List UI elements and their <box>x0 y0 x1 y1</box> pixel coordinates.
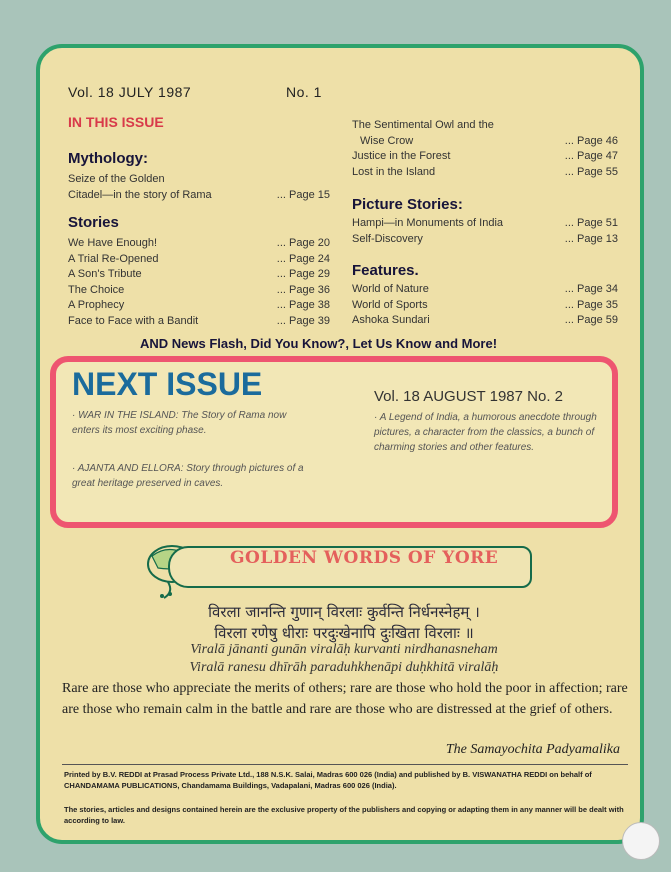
item-title: A Son's Tribute <box>68 268 142 280</box>
volume-date: Vol. 18 JULY 1987 <box>68 84 192 100</box>
item-page: ... Page 24 <box>276 252 330 265</box>
features-heading: Features. <box>352 262 419 279</box>
copyright-notice: The stories, articles and designs contained herein are the exclusive property of the publishers and copying or adapting them in any manner will be dealt with according to law. <box>64 805 624 825</box>
list-item <box>68 267 330 283</box>
stories-list-continued <box>352 118 618 180</box>
item-page: ... Page 59 <box>564 314 618 326</box>
item-page: ... Page 15 <box>276 188 330 201</box>
item-page: ... Page 35 <box>564 298 618 311</box>
item-title: Hampi—in Monuments of India <box>352 217 504 229</box>
next-issue-title: NEXT ISSUE <box>72 366 263 402</box>
item-title: Self-Discovery <box>352 232 423 245</box>
item-page: ... Page 47 <box>564 150 618 162</box>
item-title: Justice in the Forest <box>352 150 451 162</box>
sanskrit-verse-line-1: विरला जानन्ति गुणान् विरलाः कुर्वन्ति निर्धनस्नेहम् । <box>208 603 480 621</box>
list-item <box>352 216 618 232</box>
publisher-logo <box>622 822 660 860</box>
golden-words-scroll <box>138 538 538 600</box>
list-item <box>68 252 330 268</box>
list-item <box>352 313 618 329</box>
english-translation: Rare are those who appreciate the merits of others; rare are those who hold the poor in affection; rare are those who remain calm in the battle and rare are those who are distressed at the grief of others. <box>62 681 628 717</box>
item-page: ... Page 29 <box>276 268 330 280</box>
stories-list <box>68 236 330 329</box>
item-page: ... Page 55 <box>564 165 618 178</box>
issue-number: No. 1 <box>286 84 322 100</box>
item-page: ... Page 46 <box>564 134 618 147</box>
list-item <box>352 232 618 248</box>
stories-heading: Stories <box>68 214 119 231</box>
item-title: World of Nature <box>352 283 429 295</box>
item-page: ... Page 13 <box>564 232 618 245</box>
list-item <box>68 298 330 314</box>
item-page: ... Page 51 <box>564 217 618 229</box>
list-item <box>352 298 618 314</box>
in-this-issue-heading: IN THIS ISSUE <box>68 114 164 130</box>
list-item <box>68 236 330 252</box>
item-title: A Trial Re-Opened <box>68 252 159 265</box>
features-list <box>352 282 618 329</box>
next-issue-item: · A Legend of India, a humorous anecdote through pictures, a character from the classics, a bunch of charming stories and other features. <box>374 412 597 453</box>
list-item <box>68 172 330 188</box>
list-item <box>68 314 330 330</box>
list-item <box>352 149 618 165</box>
item-title: A Prophecy <box>68 299 125 311</box>
mythology-list <box>68 172 330 203</box>
next-issue-item: · AJANTA AND ELLORA: Story through pictures of a great heritage preserved in caves. <box>72 463 304 489</box>
item-title: Ashoka Sundari <box>352 314 430 326</box>
sanskrit-verse-line-2: विरला रणेषु धीराः परदुःखेनापि दुःखिता विरलाः ॥ <box>214 624 474 642</box>
item-title: Wise Crow <box>360 134 414 147</box>
list-item <box>68 283 330 299</box>
next-issue-item: · WAR IN THE ISLAND: The Story of Rama now enters its most exciting phase. <box>72 410 287 436</box>
item-page: ... Page 38 <box>276 299 330 311</box>
list-item <box>352 165 618 181</box>
picture-stories-list <box>352 216 618 247</box>
imprint-line: Printed by B.V. REDDI at Prasad Process Private Ltd., 188 N.S.K. Salai, Madras 600 026 (India) and published by B. VISWANATHA REDDI on behalf of CHANDAMAMA PUBLICATIONS, Chandamama Buildings, Vadapalani, Madras 600 026 (India). <box>64 770 592 790</box>
list-item <box>68 188 330 204</box>
divider <box>62 764 628 765</box>
item-page: ... Page 34 <box>564 283 618 295</box>
verse-source: The Samayochita Padyamalika <box>445 742 620 757</box>
picture-stories-heading: Picture Stories: <box>352 196 463 213</box>
mythology-heading: Mythology: <box>68 150 148 167</box>
list-item <box>352 118 618 134</box>
transliteration-line-2: Viralā ranesu dhīrāh paraduhkhenāpi duḥkhitā viralāḥ <box>189 660 499 675</box>
next-issue-volume: Vol. 18 AUGUST 1987 No. 2 <box>374 388 564 405</box>
item-title: Lost in the Island <box>352 165 436 178</box>
next-issue-box <box>50 356 618 528</box>
item-title: World of Sports <box>352 298 428 311</box>
item-title: The Choice <box>68 283 125 296</box>
list-item <box>352 134 618 150</box>
item-title: We Have Enough! <box>68 237 158 249</box>
item-page: ... Page 39 <box>276 314 330 327</box>
extras-banner: AND News Flash, Did You Know?, Let Us Know and More! <box>140 336 498 351</box>
item-title: The Sentimental Owl and the <box>352 119 494 131</box>
item-title: Seize of the Golden <box>68 173 165 185</box>
item-title: Face to Face with a Bandit <box>68 314 199 327</box>
golden-words-title: GOLDEN WORDS OF YORE <box>230 548 499 568</box>
list-item <box>352 282 618 298</box>
transliteration-line-1: Viralā jānanti gunān viralāḥ kurvanti nirdhanasneham <box>190 642 498 657</box>
item-title: Citadel—in the story of Rama <box>68 188 212 201</box>
item-page: ... Page 36 <box>276 283 330 296</box>
item-page: ... Page 20 <box>276 237 330 249</box>
contents-panel <box>36 44 644 844</box>
